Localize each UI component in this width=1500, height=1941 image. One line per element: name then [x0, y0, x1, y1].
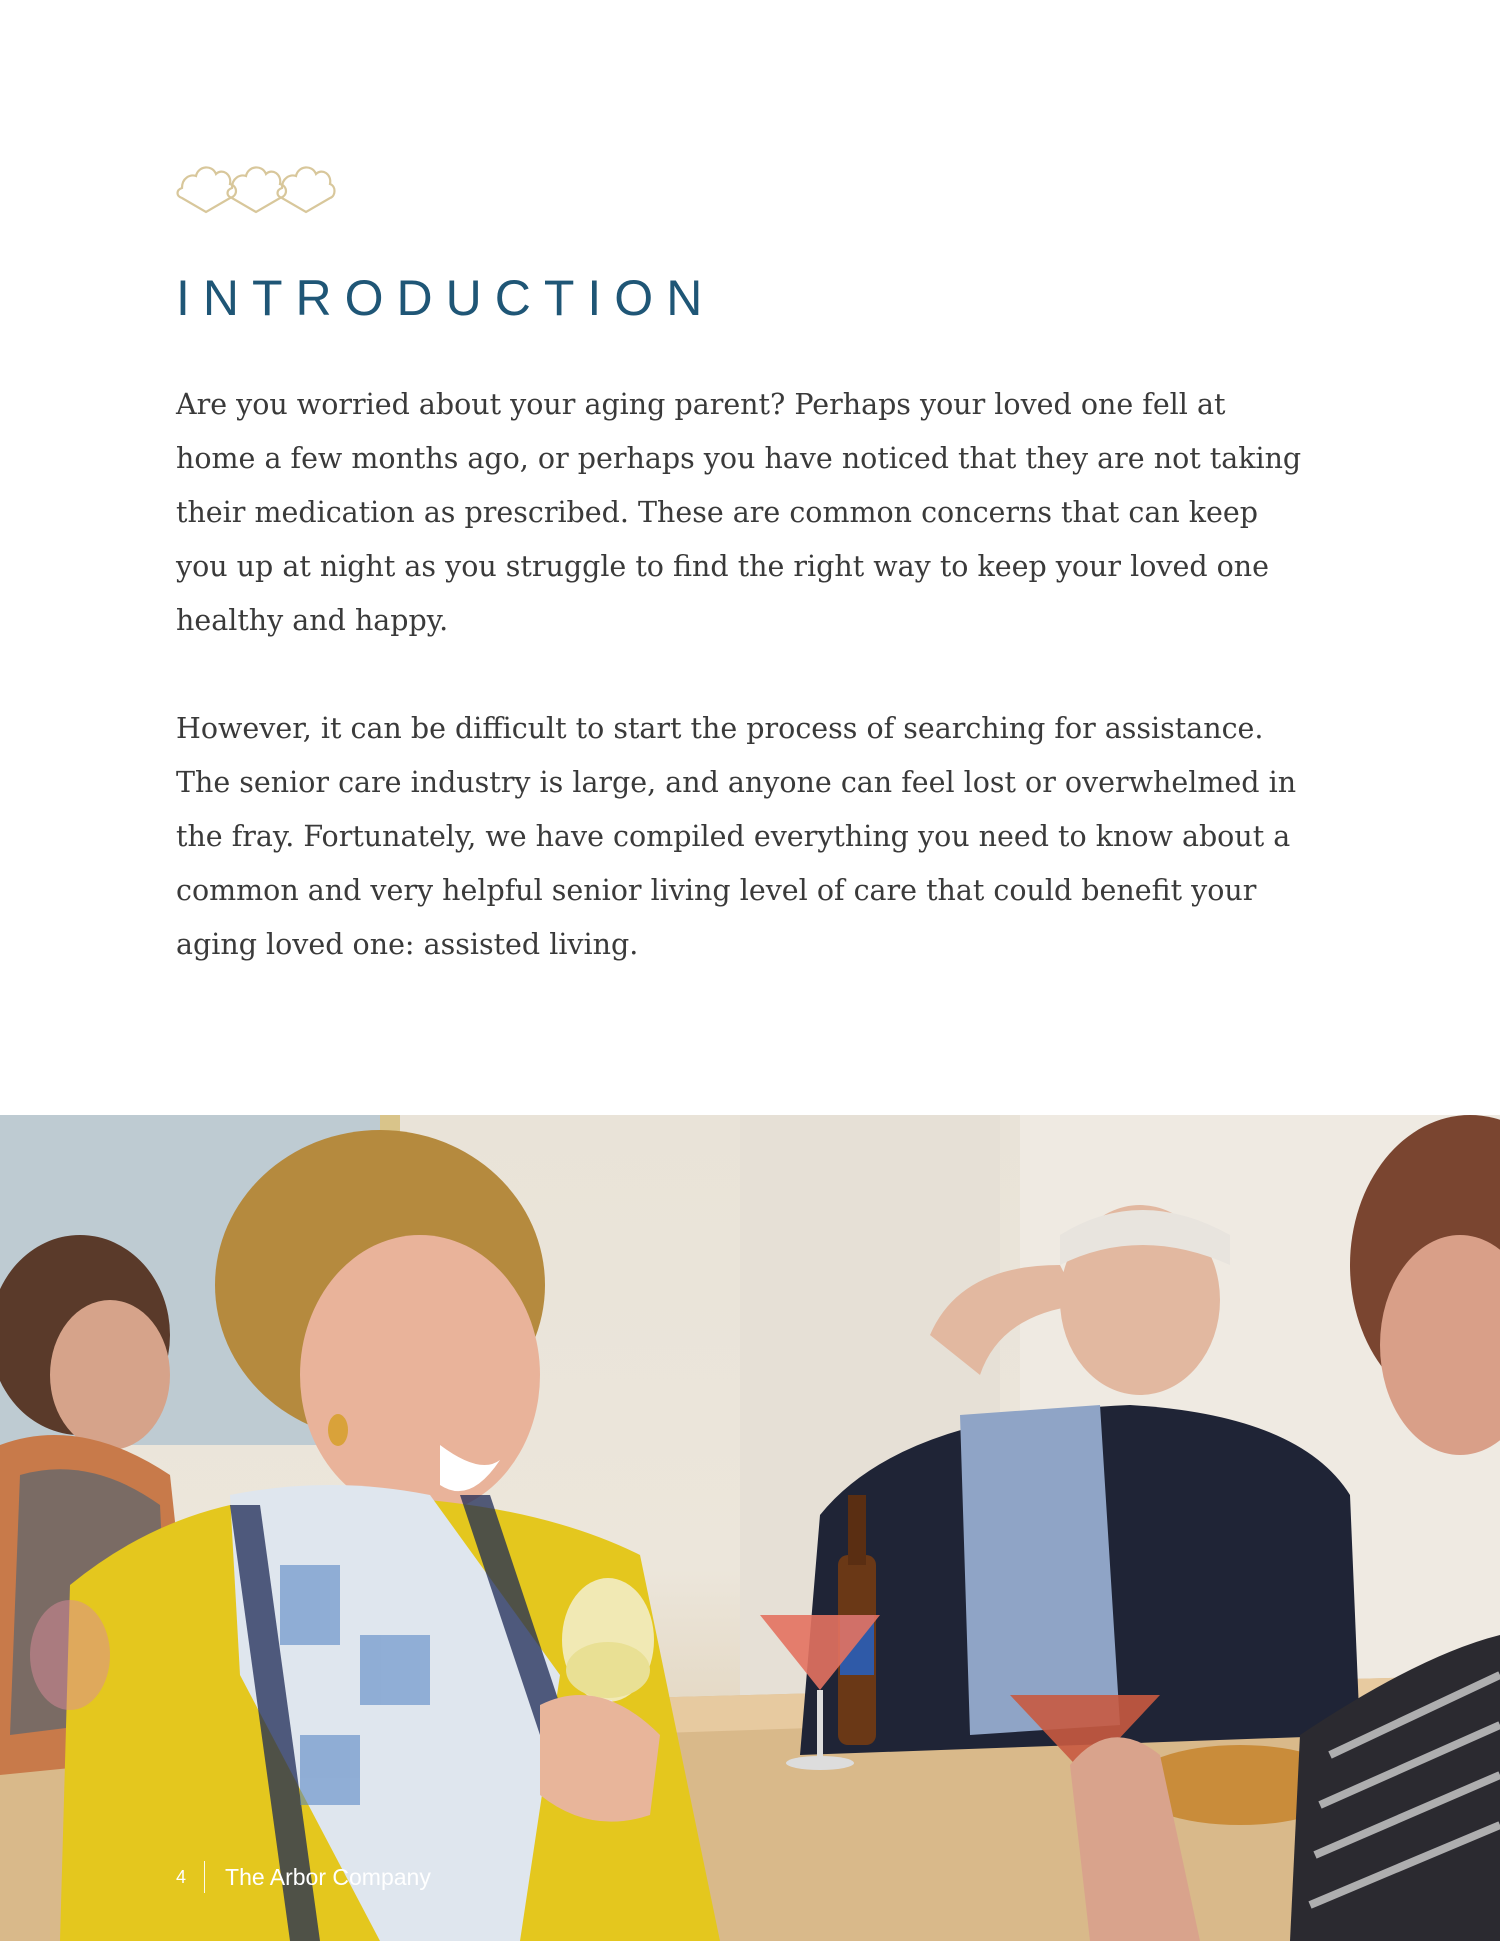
page-number: 4 — [176, 1866, 187, 1887]
page-title: INTRODUCTION — [176, 270, 716, 326]
intro-body — [176, 378, 1306, 1026]
page-footer — [176, 1860, 431, 1894]
paragraph: However, it can be difficult to start the process of searching for assistance. The senior care industry is large, and anyone can feel lost or overwhelmed in the fray. Fortunately, we have compiled everything you need to know about a common and very helpful senior living level of care that could benefit your aging loved one: assisted living. — [176, 712, 1297, 961]
paragraph: Are you worried about your aging parent? Perhaps your loved one fell at home a few months ago, or perhaps you have noticed that they are not taking their medication as prescribed. These are common concerns that can keep you up at night as you struggle to find the right way to keep your loved one healthy and happy. — [176, 388, 1302, 637]
ornament-icon — [176, 158, 336, 214]
hero-photo — [0, 1115, 1500, 1941]
company-name: The Arbor Company — [225, 1863, 431, 1890]
footer-divider — [204, 1861, 205, 1893]
